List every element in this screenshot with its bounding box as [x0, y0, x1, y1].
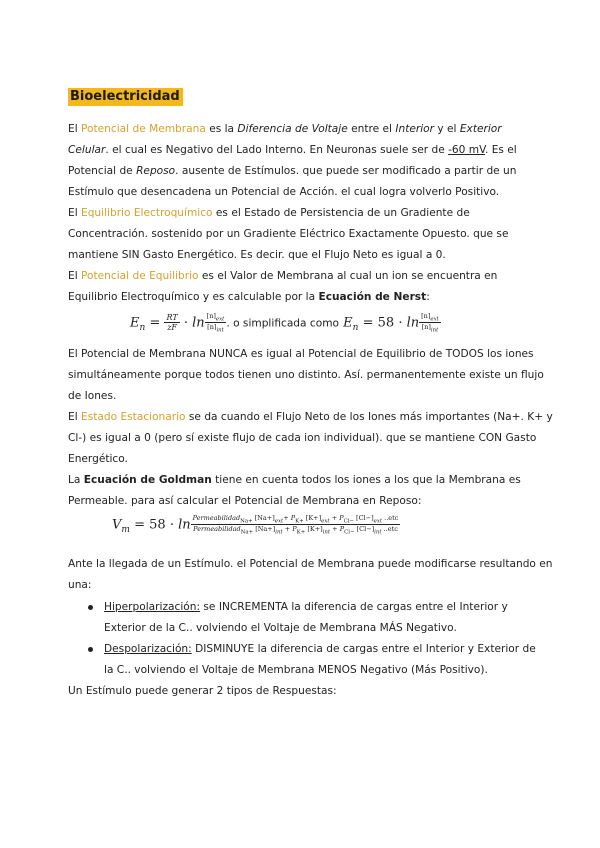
text-line: Permeable. para así calcular el Potencial de Membrana en Reposo: [68, 495, 422, 507]
text-line: La Ecuación de Goldman tiene en cuenta todos los iones a los que la Membrana es [68, 474, 521, 486]
text-line: Celular. el cual es Negativo del Lado Interno. En Neuronas suele ser de -60 mV. Es el [68, 144, 517, 156]
paragraph-goldman [68, 470, 536, 512]
text-line: una: [68, 579, 92, 591]
text-line: Despolarización: DISMINUYE la diferencia de cargas entre el Interior y Exterior de [104, 643, 536, 655]
text-line: Estímulo que desencadena un Potencial de Acción. el cual logra volverlo Positivo. [68, 186, 500, 198]
term-highlight: Estado Estacionario [81, 411, 186, 423]
bullet-dot-icon [88, 647, 93, 652]
text-line: Energético. [68, 453, 128, 465]
paragraph-stimulus [68, 554, 553, 596]
text-line: Ante la llegada de un Estímulo. el Potencial de Membrana puede modificarse resultando en [68, 558, 553, 570]
bullet-hyperpolarization [104, 597, 524, 639]
text-line: simultáneamente porque todos tienen uno distinto. Así. permanentemente existe un flujo [68, 369, 544, 381]
nernst-equation: $E_n$ = $\frac{RT}{zF}$ · ln $\frac{[n]_{ext}}{[n]_{int}}$ . o simplificada como $E_n = 58 \cdot \ln$ $\frac{[n]_{ext}}{[n]_{int}}$ [130, 312, 439, 334]
text-line: la C.. volviendo el Voltaje de Membrana MENOS Negativo (Más Positivo). [104, 664, 488, 676]
paragraph-electrochemical-equilibrium [68, 203, 536, 266]
goldman-equation: $V_m = 58 \cdot \ln$ Permeabilidad$_{Na+}$ $[Na+]_{ext}+ P_{K+}$ $[K+]_{ext} + P_{Cl-}$ $[Cl-]_{ext}$ ..etc Permeabilidad$_{Na+}$ $[Na+]_{int} + P_{K+}$ $[K+]_{int} + P_{Cl-}$ $[Cl-]_{int}$ ..etc [112, 514, 399, 536]
text-line: mantiene SIN Gasto Energético. Es decir. que el Flujo Neto es igual a 0. [68, 249, 446, 261]
text-line: Un Estímulo puede generar 2 tipos de Respuestas: [68, 685, 337, 697]
section-title: Bioelectricidad [68, 88, 183, 106]
text-line: Potencial de Reposo. ausente de Estímulos. que puede ser modificado a partir de un [68, 165, 517, 177]
text-line: Exterior de la C.. volviendo el Voltaje de Membrana MÁS Negativo. [104, 622, 457, 634]
text-line: Equilibrio Electroquímico y es calculable por la Ecuación de Nerst: [68, 291, 430, 303]
term-highlight: Equilibrio Electroquímico [81, 207, 213, 219]
text-line: El Estado Estacionario se da cuando el Flujo Neto de los Iones más importantes (Na+. K+ y [68, 411, 553, 423]
underlined-value: -60 mV [448, 144, 485, 156]
term-highlight: Potencial de Membrana [81, 123, 206, 135]
text-line: El Potencial de Equilibrio es el Valor de Membrana al cual un ion se encuentra en [68, 270, 498, 282]
paragraph-membrane-potential [68, 119, 536, 203]
paragraph-membrane-never-equal [68, 344, 544, 407]
bullet-dot-icon [88, 605, 93, 610]
text-line: El Potencial de Membrana es la Diferencia de Voltaje entre el Interior y el Exterior [68, 123, 502, 135]
paragraph-responses [68, 681, 536, 702]
text-line: El Equilibrio Electroquímico es el Estado de Persistencia de un Gradiente de [68, 207, 470, 219]
text-line: El Potencial de Membrana NUNCA es igual al Potencial de Equilibrio de TODOS los iones [68, 348, 534, 360]
paragraph-equilibrium-potential [68, 266, 536, 308]
term-highlight: Potencial de Equilibrio [81, 270, 199, 282]
text-line: Hiperpolarización: se INCREMENTA la diferencia de cargas entre el Interior y [104, 601, 508, 613]
text-line: de Iones. [68, 390, 117, 402]
paragraph-steady-state [68, 407, 553, 470]
text-line: Concentración. sostenido por un Gradiente Eléctrico Exactamente Opuesto. que se [68, 228, 509, 240]
bullet-depolarization [104, 639, 536, 681]
text-line: Cl-) es igual a 0 (pero sí existe flujo de cada ion individual). que se mantiene CON Gasto [68, 432, 537, 444]
